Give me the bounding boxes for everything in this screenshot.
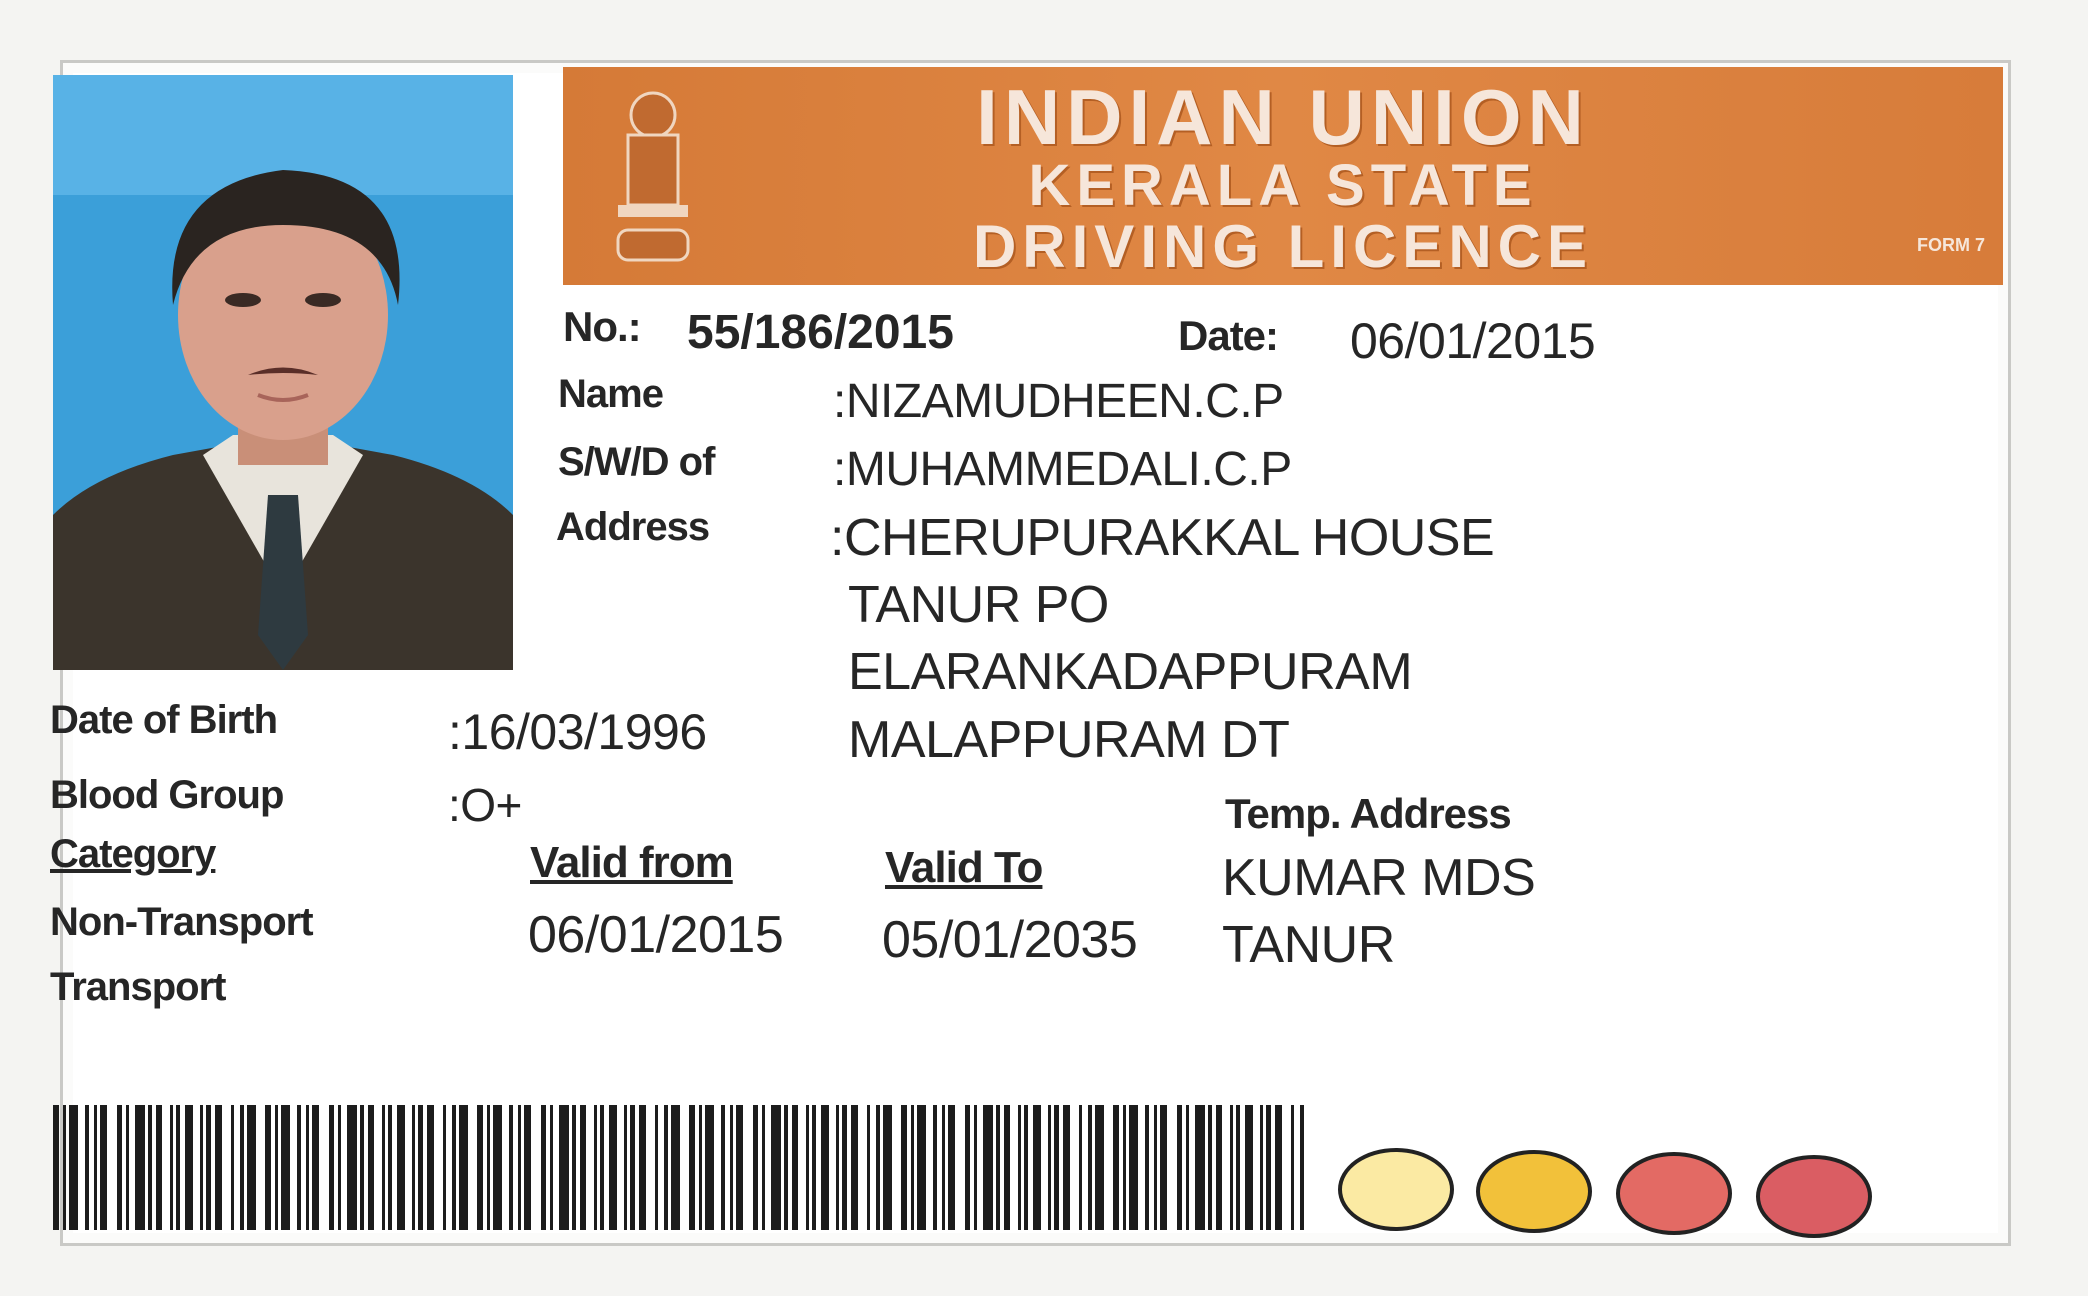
barcode-bar	[1054, 1105, 1059, 1230]
barcode-bar	[812, 1105, 816, 1230]
dob-label: Date of Birth	[50, 698, 277, 742]
barcode-bar	[63, 1105, 66, 1230]
barcode-bar	[559, 1105, 569, 1230]
barcode-bar	[275, 1105, 278, 1230]
barcode-bar	[594, 1105, 597, 1230]
barcode-bar	[1260, 1105, 1263, 1230]
barcode-bar	[965, 1105, 970, 1230]
barcode-bar	[338, 1105, 341, 1230]
barcode-bar	[883, 1105, 892, 1230]
barcode-bar	[427, 1105, 434, 1230]
indicator-dot-1	[1338, 1148, 1454, 1231]
non-transport-valid-from: 06/01/2015	[528, 906, 784, 964]
barcode-bar	[418, 1105, 423, 1230]
barcode-bar	[200, 1105, 203, 1230]
barcode-bar	[1208, 1105, 1212, 1230]
barcode-bar	[135, 1105, 145, 1230]
barcode-bar	[624, 1105, 627, 1230]
barcode-bar	[1018, 1105, 1021, 1230]
barcode-bar	[911, 1105, 914, 1230]
barcode-bar	[1004, 1105, 1010, 1230]
address-line-2: TANUR PO	[848, 576, 1109, 634]
barcode-bar	[836, 1105, 839, 1230]
address-label: Address	[556, 505, 710, 549]
barcode-bar	[942, 1105, 945, 1230]
barcode-bar	[1095, 1105, 1104, 1230]
valid-to-label: Valid To	[885, 843, 1043, 892]
barcode-bar	[126, 1105, 129, 1230]
temp-address-line-2: TANUR	[1222, 916, 1395, 974]
barcode-bar	[983, 1105, 993, 1230]
valid-from-label: Valid from	[530, 838, 733, 887]
barcode-bar	[671, 1105, 680, 1230]
name-value: :NIZAMUDHEEN.C.P	[833, 375, 1284, 428]
barcode-bar	[53, 1105, 59, 1230]
barcode-bar	[664, 1105, 668, 1230]
barcode-bar	[329, 1105, 334, 1230]
barcode-bar	[397, 1105, 405, 1230]
barcode-bar	[1291, 1105, 1294, 1230]
category-label: Category	[50, 832, 216, 876]
barcode-bar	[609, 1105, 617, 1230]
indicator-dot-3	[1616, 1152, 1732, 1235]
licence-no-value: 55/186/2015	[687, 306, 954, 359]
header-line-1: INDIAN UNION	[976, 73, 1590, 161]
barcode-bar	[306, 1105, 309, 1230]
address-line-3: ELARANKADAPPURAM	[848, 643, 1413, 701]
barcode-bar	[148, 1105, 152, 1230]
barcode-bar	[821, 1105, 829, 1230]
barcode-bar	[215, 1105, 222, 1230]
barcode-bar	[842, 1105, 847, 1230]
barcode-bar	[1177, 1105, 1182, 1230]
form-number: FORM 7	[1916, 235, 1985, 255]
holder-photo	[53, 75, 513, 670]
licence-no-label: No.:	[563, 303, 641, 350]
indicator-dot-2	[1476, 1150, 1592, 1233]
barcode-bar	[94, 1105, 97, 1230]
portrait-image	[53, 75, 513, 670]
barcode-bar	[1230, 1105, 1233, 1230]
licence-date-label: Date:	[1178, 312, 1279, 359]
barcode-bar	[69, 1105, 78, 1230]
barcode-bar	[1245, 1105, 1253, 1230]
barcode-bar	[600, 1105, 604, 1230]
barcode-bar	[762, 1105, 765, 1230]
barcode-bar	[933, 1105, 937, 1230]
barcode-bar	[1129, 1105, 1138, 1230]
barcode	[53, 1105, 1313, 1230]
barcode-bar	[1063, 1105, 1070, 1230]
barcode-bar	[347, 1105, 357, 1230]
barcode-bar	[524, 1105, 531, 1230]
barcode-bar	[572, 1105, 576, 1230]
barcode-bar	[518, 1105, 521, 1230]
barcode-bar	[1113, 1105, 1119, 1230]
barcode-bar	[1145, 1105, 1149, 1230]
parent-value: :MUHAMMEDALI.C.P	[833, 443, 1292, 496]
category-transport: Transport	[50, 965, 226, 1009]
barcode-bar	[312, 1105, 319, 1230]
barcode-bar	[1033, 1105, 1041, 1230]
barcode-bar	[689, 1105, 695, 1230]
blood-group-value: :O+	[448, 779, 522, 831]
barcode-bar	[736, 1105, 743, 1230]
barcode-bar	[1079, 1105, 1082, 1230]
barcode-bar	[281, 1105, 290, 1230]
barcode-bar	[705, 1105, 714, 1230]
barcode-bar	[1048, 1105, 1051, 1230]
barcode-bar	[630, 1105, 635, 1230]
licence-date-value: 06/01/2015	[1350, 313, 1596, 369]
barcode-bar	[639, 1105, 646, 1230]
barcode-bar	[1154, 1105, 1157, 1230]
barcode-bar	[176, 1105, 180, 1230]
barcode-bar	[297, 1105, 301, 1230]
barcode-bar	[100, 1105, 107, 1230]
non-transport-valid-to: 05/01/2035	[882, 911, 1138, 969]
barcode-bar	[493, 1105, 502, 1230]
barcode-bar	[1195, 1105, 1205, 1230]
barcode-bar	[655, 1105, 658, 1230]
barcode-bar	[1300, 1105, 1304, 1230]
barcode-bar	[156, 1105, 162, 1230]
barcode-bar	[1160, 1105, 1167, 1230]
address-line-4: MALAPPURAM DT	[848, 711, 1290, 769]
barcode-bar	[541, 1105, 546, 1230]
temp-address-line-1: KUMAR MDS	[1222, 849, 1536, 907]
parent-label: S/W/D of	[558, 440, 715, 484]
barcode-bar	[477, 1105, 483, 1230]
barcode-bar	[247, 1105, 256, 1230]
barcode-bar	[806, 1105, 809, 1230]
barcode-bar	[1024, 1105, 1028, 1230]
barcode-bar	[867, 1105, 870, 1230]
barcode-bar	[412, 1105, 415, 1230]
barcode-bar	[1275, 1105, 1282, 1230]
barcode-bar	[917, 1105, 926, 1230]
barcode-bar	[487, 1105, 490, 1230]
header-line-3: DRIVING LICENCE	[972, 213, 1594, 280]
barcode-bar	[699, 1105, 702, 1230]
barcode-bar	[784, 1105, 788, 1230]
barcode-bar	[170, 1105, 173, 1230]
address-line-1: :CHERUPURAKKAL HOUSE	[830, 509, 1495, 567]
barcode-bar	[730, 1105, 733, 1230]
barcode-bar	[580, 1105, 586, 1230]
barcode-bar	[443, 1105, 446, 1230]
barcode-bar	[851, 1105, 858, 1230]
barcode-bar	[721, 1105, 725, 1230]
barcode-bar	[771, 1105, 781, 1230]
licence-header	[563, 67, 2003, 285]
indicator-dot-4	[1756, 1155, 1872, 1238]
barcode-bar	[231, 1105, 234, 1230]
barcode-bar	[265, 1105, 271, 1230]
barcode-bar	[117, 1105, 122, 1230]
barcode-bar	[792, 1105, 798, 1230]
barcode-bar	[509, 1105, 513, 1230]
barcode-bar	[1088, 1105, 1092, 1230]
barcode-bar	[1186, 1105, 1189, 1230]
blood-group-label: Blood Group	[50, 773, 284, 817]
barcode-bar	[459, 1105, 468, 1230]
barcode-bar	[974, 1105, 977, 1230]
barcode-bar	[240, 1105, 244, 1230]
barcode-bar	[388, 1105, 392, 1230]
barcode-bar	[1216, 1105, 1222, 1230]
barcode-bar	[550, 1105, 553, 1230]
barcode-bar	[1236, 1105, 1240, 1230]
barcode-bar	[1123, 1105, 1126, 1230]
barcode-bar	[382, 1105, 385, 1230]
barcode-bar	[1266, 1105, 1271, 1230]
barcode-bar	[452, 1105, 456, 1230]
barcode-bar	[185, 1105, 193, 1230]
barcode-bar	[996, 1105, 1000, 1230]
barcode-bar	[85, 1105, 89, 1230]
temp-address-label: Temp. Address	[1225, 790, 1511, 837]
header-line-2: KERALA STATE	[1028, 153, 1538, 218]
barcode-bar	[753, 1105, 758, 1230]
barcode-bar	[901, 1105, 907, 1230]
barcode-bar	[206, 1105, 211, 1230]
barcode-bar	[368, 1105, 374, 1230]
barcode-bar	[948, 1105, 955, 1230]
dob-value: :16/03/1996	[448, 704, 707, 760]
name-label: Name	[558, 372, 663, 416]
barcode-bar	[360, 1105, 364, 1230]
category-non-transport: Non-Transport	[50, 900, 313, 944]
barcode-bar	[876, 1105, 880, 1230]
